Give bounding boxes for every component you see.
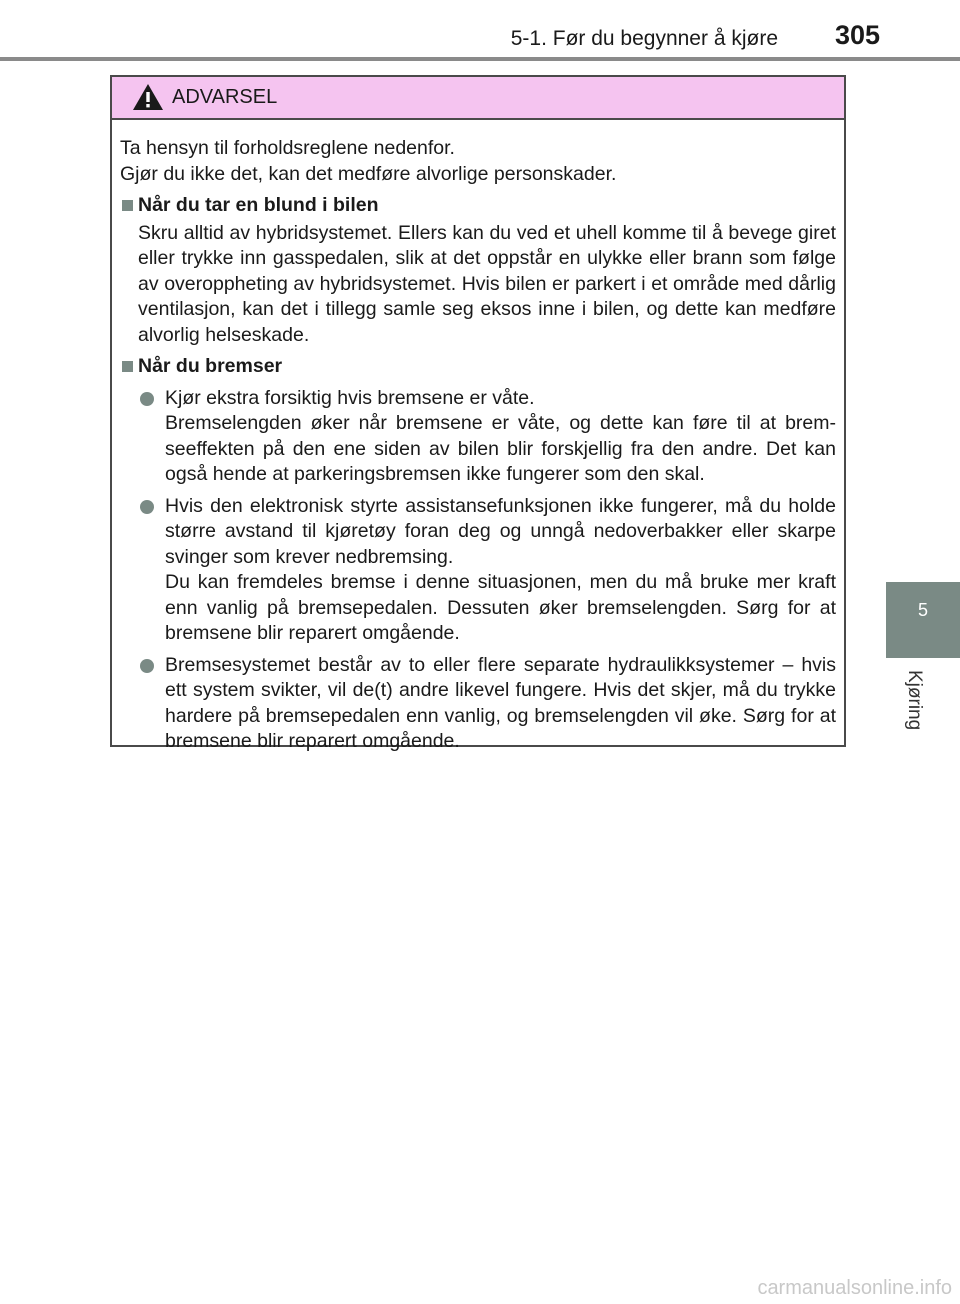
intro-line-1: Ta hensyn til forholdsreglene nedenfor.	[120, 137, 455, 159]
warning-box	[110, 75, 846, 752]
bullet-line-1: Kjør ekstra forsiktig hvis bremsene er våte.	[165, 386, 535, 409]
section-braking	[120, 354, 836, 755]
section-heading	[120, 354, 836, 380]
list-item	[138, 386, 836, 488]
square-bullet-icon	[122, 361, 133, 372]
section-nap-in-car	[120, 193, 836, 348]
round-bullet-icon	[140, 500, 154, 514]
intro-line-2: Gjør du ikke det, kan det medføre alvorlige personskader.	[120, 162, 617, 185]
square-bullet-icon	[122, 200, 133, 211]
section-title: 5-1. Før du begynner å kjøre	[510, 27, 778, 50]
chapter-tab	[886, 582, 960, 658]
round-bullet-icon	[140, 659, 154, 673]
warning-intro	[120, 136, 836, 187]
section-heading-text: Når du bremser	[138, 355, 283, 377]
header-rule	[0, 57, 960, 61]
watermark: carmanualsonline.info	[757, 1277, 952, 1299]
warning-body	[112, 120, 844, 755]
section-heading	[120, 193, 836, 219]
list-item	[138, 653, 836, 755]
round-bullet-icon	[140, 392, 154, 406]
warning-header	[112, 77, 844, 120]
bullet-line-1: Bremsesystemet består av to eller flere separate hydraulikksystemer – hvis ett system svikter, vil de(t) andre likevel fungere. Hvis det skjer, må du trykke hardere på bremsepedalen enn vanlig, og bremselengden vil øke. Sørg for at bremsene blir reparert omgående.	[165, 653, 836, 752]
page-header	[0, 0, 960, 62]
bullet-line-1: Hvis den elektronisk styrte assistansefunksjonen ikke fungerer, må du holde større avstand til kjøretøy foran deg og unngå nedoverbakker eller skarpe svinger som krever nedbremsing.	[165, 494, 836, 568]
chapter-label: Kjøring	[904, 670, 925, 731]
bullet-line-2: Bremselengden øker når bremsene er våte, og dette kan føre til at brem-seeffekten på den ene siden av bilen blir forskjellig fra den andre. Det kan også hende at parkeringsbremsen ikke fungerer som den skal.	[165, 412, 836, 485]
warning-triangle-icon	[132, 83, 164, 111]
list-item	[138, 494, 836, 647]
chapter-number: 5	[917, 600, 928, 620]
section-heading-text: Når du tar en blund i bilen	[138, 194, 379, 216]
section-text: Skru alltid av hybridsystemet. Ellers kan du ved et uhell komme til å bevege giret eller trykke inn gasspedalen, slik at det oppstår en ulykke eller brann som følge av overoppheting av hybridsystemet. Hvis bilen er parkert i et område med dårlig ventilasjon, kan det i tillegg samle seg eksos inne i bilen, og dette kan medføre alvorlig helseskade.	[138, 221, 836, 346]
page-number: 305	[834, 20, 880, 50]
bullet-line-2: Du kan fremdeles bremse i denne situasjonen, men du må bruke mer kraft enn vanlig på bremsepedalen. Dessuten øker bremselengden. Sørg for at bremsene blir reparert omgående.	[165, 571, 836, 644]
warning-title: ADVARSEL	[172, 86, 278, 108]
